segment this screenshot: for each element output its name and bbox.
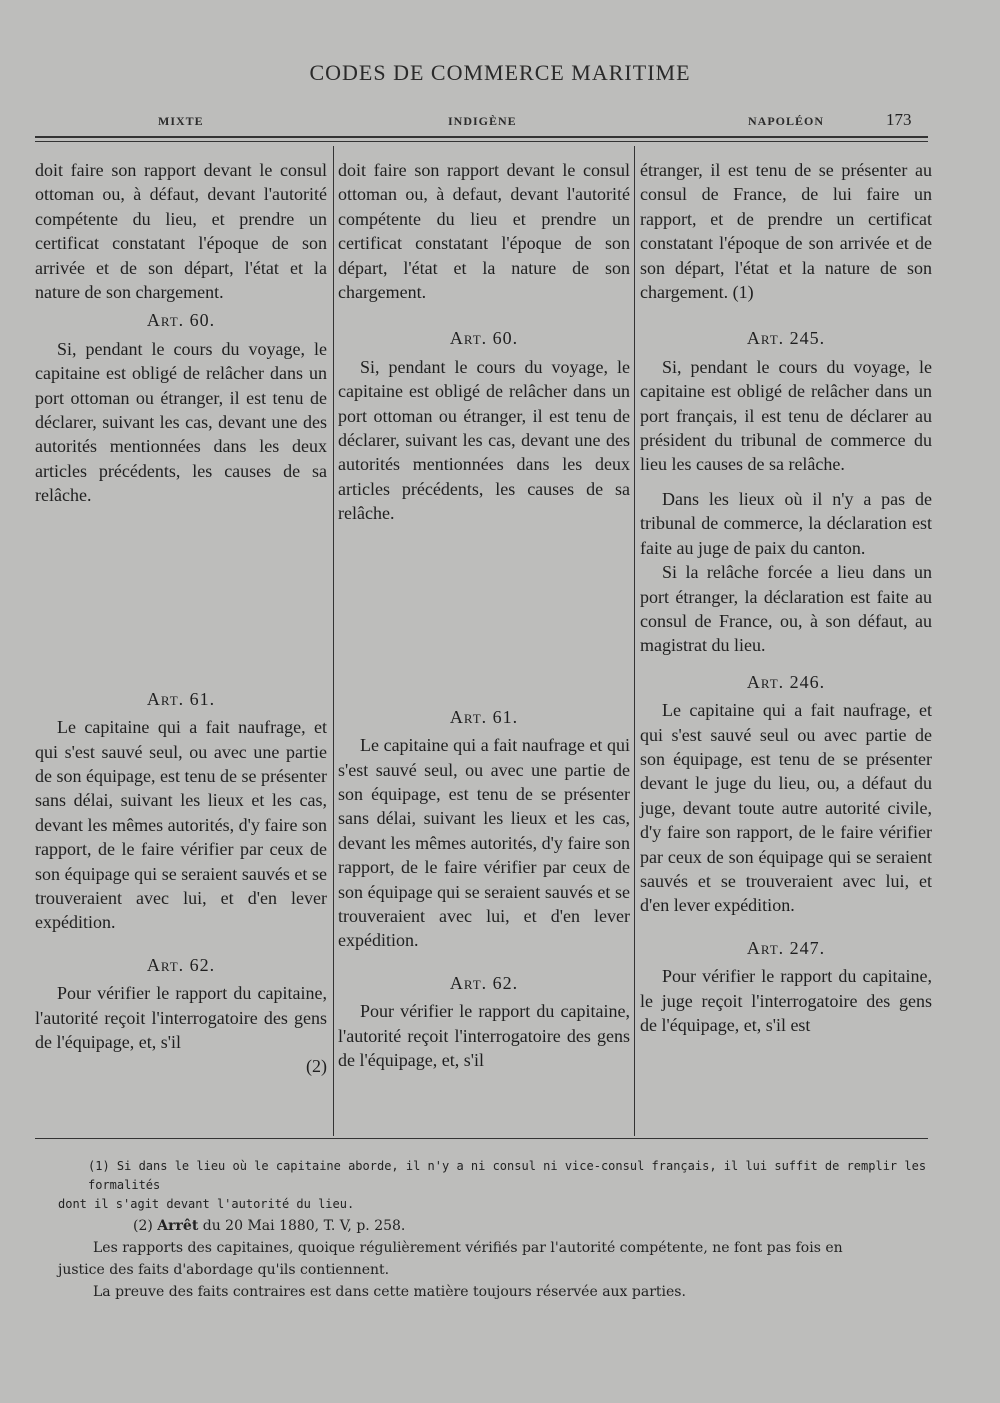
column-header-napoleon: NAPOLÉON [748, 114, 825, 128]
paragraph: Si, pendant le cours du voyage, le capitaine est obligé de relâcher dans un port français, il est tenu de déclarer au président du tribunal de commerce du lieu les causes de sa relâche. [640, 356, 932, 475]
footnote-2-number: (2) [133, 1218, 153, 1234]
article-heading: Art. 61. [146, 688, 216, 709]
header-rule-top [35, 136, 928, 138]
footnote-2-reference [58, 1215, 928, 1237]
footnote-rule [35, 1138, 928, 1139]
paragraph: doit faire son rapport devant le consul ottoman ou, à défaut, devant l'autorité compétente du lieu, et prendre un certificat constatant l'époque de son arrivée et de son départ, l'état et la nature de son chargement. [35, 160, 327, 303]
paragraph: étranger, il est tenu de se présenter au consul de France, de lui faire un rapport, et de prendre un certificat constatant l'époque de son arrivée et de son départ, l'état et la nature de son chargement. (1) [640, 160, 932, 303]
column-mixte [35, 158, 327, 1079]
paragraph: Le capitaine qui a fait naufrage et qui s'est sauvé seul, ou avec une partie de son équipage, est tenu de se présenter sans délai, suivant les lieux et les cas, devant les mêmes autorités, d'y faire son rapport, de le faire vérifier par ceux de son équipage qui se seraient sauvés et se trouveraient avec lui, et d'en lever expédition. [338, 735, 630, 951]
header-rule-bottom [35, 141, 928, 142]
page-number: 173 [886, 110, 912, 129]
paragraph: Le capitaine qui a fait naufrage, et qui s'est sauvé seul, ou avec une partie de son équipage, est tenu de se présenter sans délai, suivant les lieux et les cas, devant les mêmes autorités, d'y faire son rapport, de le faire vérifier par ceux de son équipage qui se seraient sauvés et se trouveraient avec lui, et d'en lever expédition. [35, 717, 327, 933]
paragraph: Si, pendant le cours du voyage, le capitaine est obligé de relâcher dans un port ottoman ou étranger, il est tenu de déclarer, suivant les cas, devant une des autorités mentionnées dans les deux articles précédents, les causes de sa relâche. [338, 356, 630, 524]
footnote-2-arret: Arrêt [157, 1218, 199, 1234]
paragraph: Pour vérifier le rapport du capitaine, l'autorité reçoit l'interrogatoire des gens de l'équipage, et, s'il [35, 983, 327, 1052]
paragraph: Le capitaine qui a fait naufrage, et qui s'est sauvé seul ou avec partie de son équipage, est tenu de se présenter devant le juge du lieu, ou, a défaut du juge, devant toute autre autorité civile, d'y faire son rapport, de le faire vérifier par ceux de son équipage qui se seraient sauvés et se trouveraient avec lui, et d'en lever expédition. [640, 700, 932, 916]
article-heading: Art. 247. [746, 937, 826, 958]
paragraph: Si, pendant le cours du voyage, le capitaine est obligé de relâcher dans un port ottoman ou étranger, il est tenu de déclarer, suivant les cas, devant une des autorités mentionnées dans les deux articles précédents, les causes de sa relâche. [35, 338, 327, 506]
footnote-2-line: La preuve des faits contraires est dans cette matière toujours réservée aux parties. [93, 1284, 686, 1300]
article-heading: Art. 245. [746, 328, 826, 349]
footnote-2 [58, 1215, 928, 1303]
footnote-1-line: dont il s'agit devant l'autorité du lieu. [58, 1197, 355, 1211]
column-header-mixte: MIXTE [158, 114, 204, 128]
article-heading: Art. 60. [146, 310, 216, 331]
column-header-indigene: INDIGÈNE [448, 114, 517, 128]
footnote-1-line: (1) Si dans le lieu où le capitaine aborde, il n'y a ni consul ni vice-consul français, il lui suffit de remplir les formalités [88, 1159, 927, 1192]
article-heading: Art. 62. [449, 972, 519, 993]
paragraph: Dans les lieux où il n'y a pas de tribunal de commerce, la déclaration est faite au juge de paix du canton. [640, 488, 932, 558]
footnote-2-line: justice des faits d'abordage qu'ils contiennent. [58, 1262, 390, 1278]
article-heading: Art. 60. [449, 328, 519, 349]
footnote-marker: (2) [306, 1056, 327, 1077]
page-title: CODES DE COMMERCE MARITIME [309, 60, 691, 85]
footnote-2-citation: du 20 Mai 1880, T. V, p. 258. [202, 1218, 406, 1234]
paragraph: Si la relâche forcée a lieu dans un port étranger, la déclaration est faite au consul de France, ou, à son défaut, au magistrat du lieu. [640, 562, 932, 656]
paragraph: Pour vérifier le rapport du capitaine, l'autorité reçoit l'interrogatoire des gens de l'équipage, et, s'il [338, 1001, 630, 1070]
article-heading: Art. 246. [746, 671, 826, 692]
column-napoleon [640, 158, 932, 1037]
column-separator-1 [333, 146, 334, 1136]
paragraph: Pour vérifier le rapport du capitaine, le juge reçoit l'interrogatoire des gens de l'équipage, et, s'il est [640, 966, 932, 1035]
article-heading: Art. 61. [449, 706, 519, 727]
paragraph: doit faire son rapport devant le consul ottoman ou, à defaut, devant l'autorité compétente du lieu et prendre un certificat constatant l'époque de son départ, l'état et la nature de son chargement. [338, 160, 630, 303]
footnote-2-line: Les rapports des capitaines, quoique régulièrement vérifiés par l'autorité compétente, ne font pas fois en [93, 1240, 843, 1256]
article-heading: Art. 62. [146, 954, 216, 975]
footnote-1 [58, 1157, 928, 1214]
column-indigene [338, 158, 630, 1072]
column-separator-2 [634, 146, 635, 1136]
